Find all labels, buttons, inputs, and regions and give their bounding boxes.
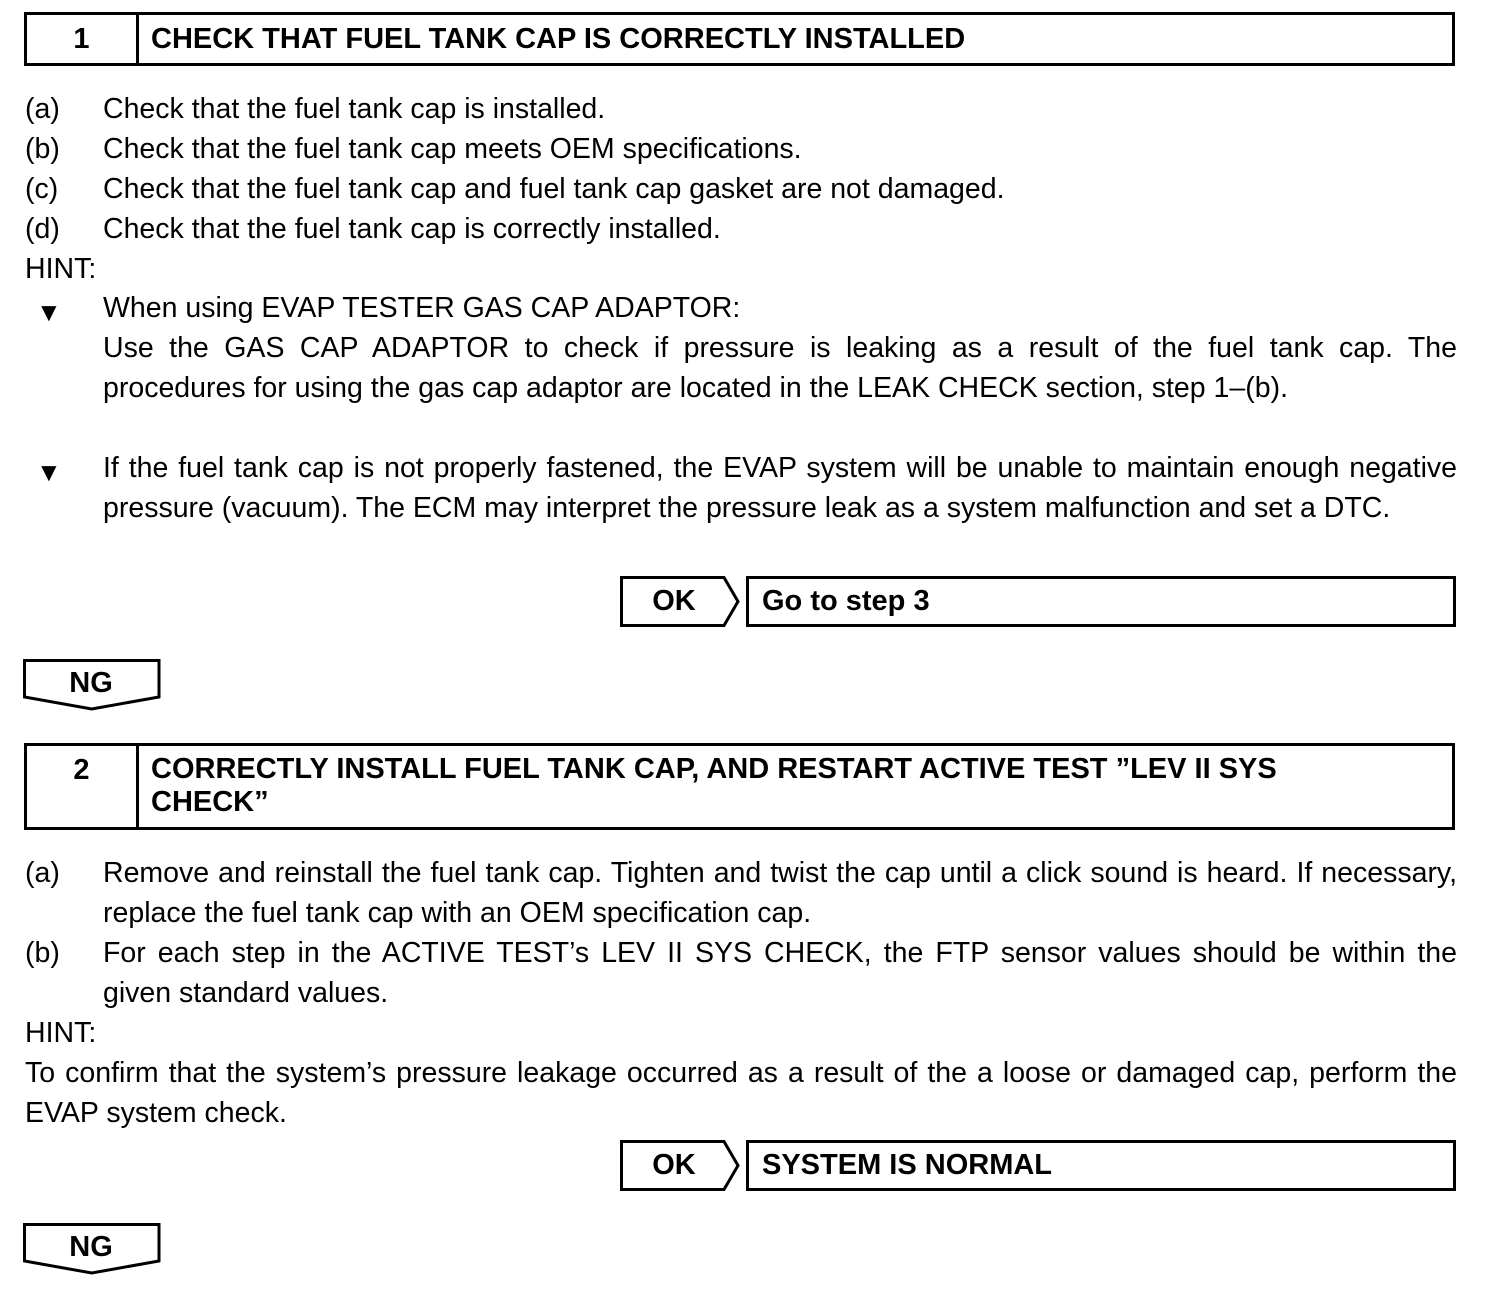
triangle-bullet-icon: ▼ [36, 297, 62, 327]
hint-heading: When using EVAP TESTER GAS CAP ADAPTOR: [103, 292, 741, 324]
item-label: (a) [25, 857, 60, 889]
item-label: (c) [25, 173, 59, 205]
ok-arrow-box [620, 576, 740, 627]
item-text: Check that the fuel tank cap and fuel tank cap gasket are not damaged. [103, 173, 1005, 205]
hint-body: Use the GAS CAP ADAPTOR to check if pressure is leaking as a result of the fuel tank cap. The procedures for using the gas cap adaptor are located in the LEAK CHECK section, step 1–(b). [103, 332, 1457, 404]
ok-result-box: SYSTEM IS NORMAL [746, 1140, 1456, 1191]
item-label: (a) [25, 93, 60, 125]
step-number: 1 [27, 15, 139, 63]
item-text: Remove and reinstall the fuel tank cap. Tighten and twist the cap until a click sound is heard. If necessary, replace the fuel tank cap with an OEM specification cap. [103, 857, 1457, 929]
step-2-header [24, 743, 1455, 830]
item-label: (d) [25, 213, 60, 245]
ok-arrow-box [620, 1140, 740, 1191]
item-text: Check that the fuel tank cap meets OEM specifications. [103, 133, 802, 165]
item-text: Check that the fuel tank cap is correctly installed. [103, 213, 721, 245]
step-1-header [24, 12, 1455, 66]
item-text: For each step in the ACTIVE TEST’s LEV II SYS CHECK, the FTP sensor values should be within the given standard values. [103, 937, 1457, 1009]
ok-label: OK [652, 1149, 696, 1181]
item-label: (b) [25, 133, 60, 165]
step-title: CORRECTLY INSTALL FUEL TANK CAP, AND RESTART ACTIVE TEST ”LEV II SYS CHECK” [151, 753, 1277, 818]
ng-label: NG [69, 667, 113, 699]
hint-body: To confirm that the system’s pressure leakage occurred as a result of the a loose or damaged cap, perform the EVAP system check. [25, 1057, 1457, 1129]
hint-body: If the fuel tank cap is not properly fastened, the EVAP system will be unable to maintain enough negative pressure (vacuum). The ECM may interpret the pressure leak as a system malfunction and set a DTC. [103, 452, 1457, 524]
ng-label: NG [69, 1231, 113, 1263]
triangle-bullet-icon: ▼ [36, 457, 62, 487]
ok-label: OK [652, 585, 696, 617]
ng-arrow-box [23, 659, 161, 711]
item-text: Check that the fuel tank cap is installed. [103, 93, 606, 125]
hint-label: HINT: [25, 253, 97, 285]
step-number: 2 [27, 746, 139, 827]
item-label: (b) [25, 937, 60, 969]
step-title: CHECK THAT FUEL TANK CAP IS CORRECTLY INSTALLED [151, 23, 966, 55]
ok-result-box: Go to step 3 [746, 576, 1456, 627]
hint-label: HINT: [25, 1017, 97, 1049]
ng-arrow-box [23, 1223, 161, 1275]
